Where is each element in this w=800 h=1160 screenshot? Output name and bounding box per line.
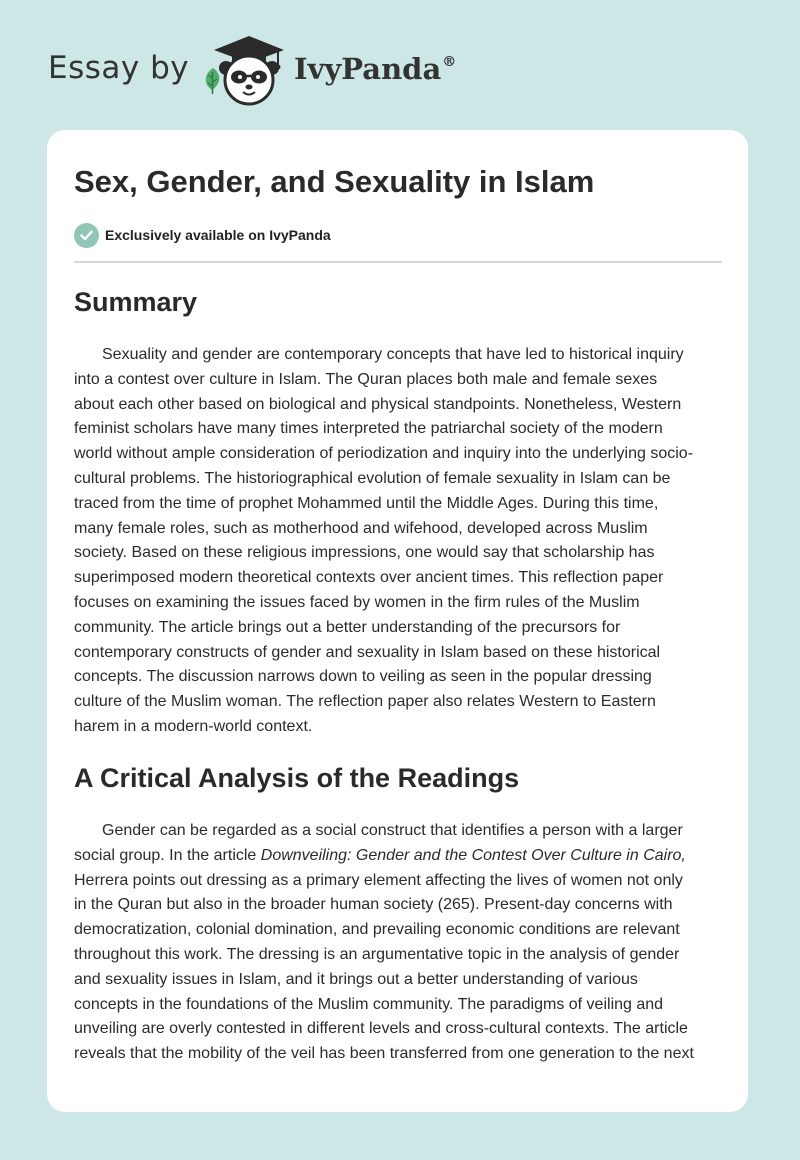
- text-line: into a contest over culture in Islam. The Quran places both male and female sexes: [74, 370, 658, 388]
- essay-card: [47, 130, 748, 1112]
- text-line: throughout this work. The dressing is an argumentative topic in the analysis of gender: [74, 945, 680, 963]
- summary-paragraph: [74, 343, 722, 740]
- page-title: Sex, Gender, and Sexuality in Islam: [74, 164, 595, 199]
- text-segment: social group. In the article: [74, 846, 261, 864]
- text-line: many female roles, such as motherhood and wifehood, developed across Muslim: [74, 519, 648, 537]
- text-line: about each other based on biological and physical standpoints. Nonetheless, Western: [74, 395, 682, 413]
- brand-name[interactable]: IvyPanda®: [294, 52, 457, 86]
- text-line: democratization, colonial domination, and prevailing economic conditions are relevant: [74, 921, 680, 939]
- text-line: focuses on examining the issues faced by women in the firm rules of the Muslim: [74, 593, 640, 611]
- exclusive-badge: [74, 222, 331, 248]
- text-line: Sexuality and gender are contemporary concepts that have led to historical inquiry: [102, 346, 684, 363]
- text-line: harem in a modern-world context.: [74, 717, 313, 735]
- section-heading-summary: Summary: [74, 287, 198, 317]
- text-line: traced from the time of prophet Mohammed until the Middle Ages. During this time,: [74, 494, 659, 512]
- text-line: society. Based on these religious impressions, one would say that scholarship has: [74, 544, 655, 562]
- text-line: concepts in the foundations of the Muslim community. The paradigms of veiling and: [74, 995, 664, 1013]
- text-line: unveiling are overly contested in different levels and cross-cultural contexts. The article: [74, 1020, 688, 1038]
- text-line: and sexuality issues in Islam, and it brings out a better understanding of various: [74, 970, 638, 988]
- text-line: feminist scholars have many times interpreted the patriarchal society of the modern: [74, 420, 663, 438]
- divider: [74, 261, 722, 263]
- text-line: community. The article brings out a better understanding of the precursors for: [74, 618, 621, 636]
- analysis-paragraph: [74, 819, 722, 1067]
- article-title-citation: Downveiling: Gender and the Contest Over Culture in Cairo,: [260, 846, 686, 864]
- text-line: contemporary constructs of gender and sexuality in Islam based on these historical: [74, 643, 661, 661]
- text-line: cultural problems. The historiographical evolution of female sexuality in Islam can be: [74, 469, 671, 487]
- check-icon: [74, 223, 99, 248]
- registered-mark: ®: [442, 54, 457, 70]
- text-line: [74, 844, 722, 869]
- text-line: Herrera points out dressing as a primary element affecting the lives of women not only: [74, 871, 683, 889]
- essay-by-label: Essay by: [48, 50, 190, 86]
- text-line: superimposed modern theoretical contexts over ancient times. This reflection paper: [74, 569, 664, 587]
- text-line: concepts. The discussion narrows down to veiling as seen in the popular dressing: [74, 668, 652, 686]
- text-line: reveals that the mobility of the veil has been transferred from one generation to the next: [74, 1045, 694, 1063]
- text-line: in the Quran but also in the broader human society (265). Present-day concerns with: [74, 896, 673, 914]
- exclusive-label: Exclusively available on IvyPanda: [105, 227, 331, 243]
- panda-logo-icon[interactable]: [212, 34, 286, 108]
- text-line: Gender can be regarded as a social construct that identifies a person with a larger: [102, 822, 683, 839]
- section-heading-critical-analysis: A Critical Analysis of the Readings: [74, 763, 520, 793]
- text-line: world without ample consideration of periodization and inquiry into the underlying socio-: [74, 445, 694, 463]
- text-line: culture of the Muslim woman. The reflection paper also relates Western to Eastern: [74, 693, 656, 711]
- site-header: [0, 0, 800, 128]
